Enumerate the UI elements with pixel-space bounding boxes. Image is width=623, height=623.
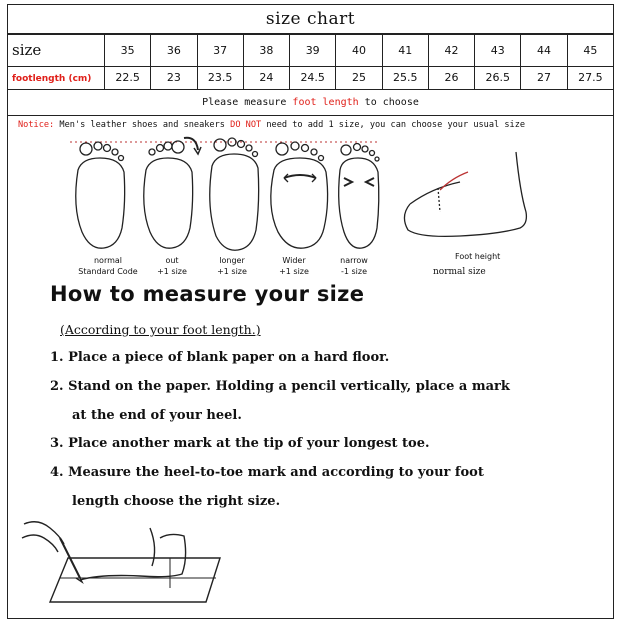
size-cell: 44 <box>521 35 567 67</box>
size-cell: 40 <box>336 35 382 67</box>
hand-pencil-icon <box>22 522 82 582</box>
foot-caption-narrow: narrow -1 size <box>340 256 368 276</box>
howto-heading: How to measure your size <box>50 282 365 306</box>
length-cell: 25.5 <box>382 66 428 89</box>
narrow-foot-icon <box>339 144 379 249</box>
according-note: (According to your foot length.) <box>60 322 261 337</box>
size-row-label: size <box>8 35 105 67</box>
length-cell: 25 <box>336 66 382 89</box>
length-cell: 22.5 <box>105 66 151 89</box>
footlength-row <box>8 66 614 89</box>
size-cell: 38 <box>243 35 289 67</box>
size-cell: 39 <box>290 35 336 67</box>
wider-foot-icon <box>271 142 328 248</box>
out-foot-icon <box>144 138 201 248</box>
length-cell: 27.5 <box>567 66 613 89</box>
length-cell: 24.5 <box>290 66 336 89</box>
foot-shapes-illustration <box>60 132 550 257</box>
size-cell: 36 <box>151 35 197 67</box>
foot-caption-longer: longer +1 size <box>217 256 247 276</box>
normal-foot-icon <box>76 142 125 248</box>
foot-height-label: Foot height <box>455 252 501 261</box>
measuring-illustration <box>20 518 230 610</box>
length-cell: 24 <box>243 66 289 89</box>
page-title: size chart <box>7 4 614 34</box>
paper-sheet-icon <box>50 558 220 602</box>
step-1: 1. Place a piece of blank paper on a hard floor. <box>50 350 390 365</box>
size-cell: 41 <box>382 35 428 67</box>
step-3: 3. Place another mark at the tip of your longest toe. <box>50 436 430 451</box>
length-cell: 23 <box>151 66 197 89</box>
foot-caption-wider: Wider +1 size <box>279 256 309 276</box>
notice-text: Notice: Men's leather shoes and sneakers DO NOT need to add 1 size, you can choose your usual size <box>18 120 526 130</box>
foot-caption-out: out +1 size <box>157 256 187 276</box>
step-2: 2. Stand on the paper. Holding a pencil vertically, place a mark <box>50 379 510 394</box>
step-4-continued: length choose the right size. <box>72 494 281 509</box>
step-4: 4. Measure the heel-to-toe mark and according to your foot <box>50 465 484 480</box>
size-cell: 37 <box>197 35 243 67</box>
measure-instruction: Please measure foot length to choose <box>7 90 614 116</box>
normal-size-label: normal size <box>433 267 486 277</box>
length-cell: 23.5 <box>197 66 243 89</box>
step-2-continued: at the end of your heel. <box>72 408 242 423</box>
foot-caption-normal: normal Standard Code <box>78 256 138 276</box>
footlength-row-label: footlength (cm) <box>8 66 105 89</box>
size-cell: 45 <box>567 35 613 67</box>
size-row <box>8 35 614 67</box>
size-table <box>7 34 614 90</box>
size-cell: 43 <box>475 35 521 67</box>
size-cell: 42 <box>428 35 474 67</box>
longer-foot-icon <box>210 138 259 250</box>
size-cell: 35 <box>105 35 151 67</box>
length-cell: 26.5 <box>475 66 521 89</box>
length-cell: 26 <box>428 66 474 89</box>
foot-side-view-icon <box>404 152 526 236</box>
length-cell: 27 <box>521 66 567 89</box>
